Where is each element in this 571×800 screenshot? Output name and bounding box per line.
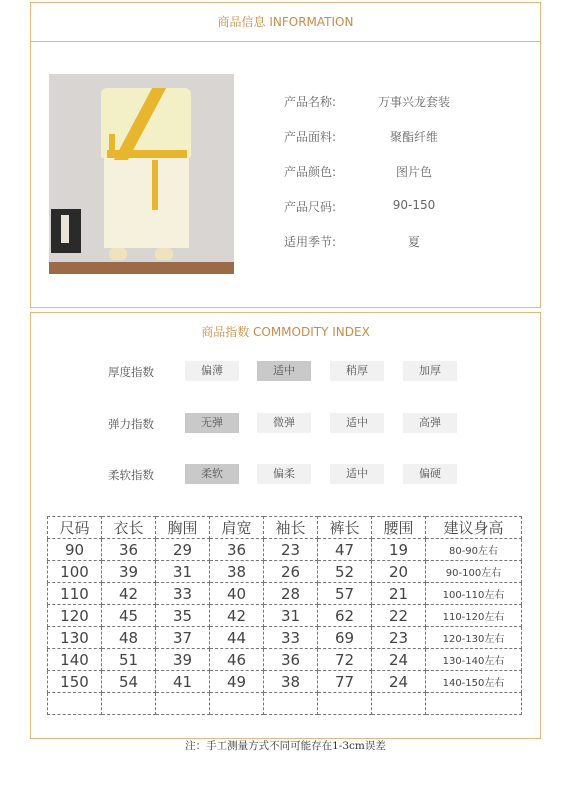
table-row xyxy=(48,561,522,583)
product-photo xyxy=(49,74,234,274)
table-cell: 130 xyxy=(48,627,102,649)
table-cell: 47 xyxy=(318,539,372,561)
column-header: 肩宽 xyxy=(210,517,264,539)
table-cell: 52 xyxy=(318,561,372,583)
measurement-note: 注：手工测量方式不同可能存在1-3cm误差 xyxy=(185,740,386,752)
table-cell: 31 xyxy=(264,605,318,627)
table-cell: 45 xyxy=(102,605,156,627)
book-prop-image xyxy=(51,209,81,253)
table-cell: 110 xyxy=(48,583,102,605)
table-cell: 54 xyxy=(102,671,156,693)
table-row xyxy=(48,649,522,671)
table-cell: 33 xyxy=(156,583,210,605)
table-cell: 39 xyxy=(156,649,210,671)
table-cell: 90-100左右 xyxy=(426,561,522,583)
table-cell: 42 xyxy=(210,605,264,627)
table-row xyxy=(48,539,522,561)
spec-value-fabric: 聚酯纤维 xyxy=(389,130,438,144)
table-cell: 77 xyxy=(318,671,372,693)
table-cell: 130-140左右 xyxy=(426,649,522,671)
garment-tie-image xyxy=(109,134,115,158)
table-cell: 140-150左右 xyxy=(426,671,522,693)
spec-value-season: 夏 xyxy=(407,235,420,249)
table-cell: 19 xyxy=(372,539,426,561)
table-cell: 80-90左右 xyxy=(426,539,522,561)
table-cell xyxy=(210,693,264,715)
table-cell xyxy=(264,693,318,715)
thickness-option: 加厚 xyxy=(403,361,457,381)
spec-label-name: 产品名称: xyxy=(284,95,337,109)
table-cell: 42 xyxy=(102,583,156,605)
spec-value-name: 万事兴龙套装 xyxy=(377,95,450,109)
table-cell: 110-120左右 xyxy=(426,605,522,627)
table-cell xyxy=(48,693,102,715)
spec-value-color: 图片色 xyxy=(395,165,432,179)
softness-option: 偏柔 xyxy=(257,464,311,484)
table-cell: 100 xyxy=(48,561,102,583)
table-cell: 38 xyxy=(210,561,264,583)
information-header: 商品信息 INFORMATION xyxy=(31,3,540,42)
table-row xyxy=(48,605,522,627)
elasticity-option: 适中 xyxy=(330,413,384,433)
thickness-index-label: 厚度指数 xyxy=(108,365,154,379)
table-cell: 150 xyxy=(48,671,102,693)
thickness-option-selected: 适中 xyxy=(257,361,311,381)
table-cell: 90 xyxy=(48,539,102,561)
elasticity-option-selected: 无弹 xyxy=(185,413,239,433)
softness-index-label: 柔软指数 xyxy=(108,468,154,482)
column-header: 胸围 xyxy=(156,517,210,539)
table-cell: 44 xyxy=(210,627,264,649)
table-cell: 23 xyxy=(372,627,426,649)
table-cell: 21 xyxy=(372,583,426,605)
column-header: 裤长 xyxy=(318,517,372,539)
table-cell: 69 xyxy=(318,627,372,649)
table-cell: 48 xyxy=(102,627,156,649)
thickness-option: 偏薄 xyxy=(185,361,239,381)
shoe-image xyxy=(109,248,127,260)
shoe-image xyxy=(155,248,173,260)
softness-option: 适中 xyxy=(330,464,384,484)
table-cell: 41 xyxy=(156,671,210,693)
table-cell: 28 xyxy=(264,583,318,605)
column-header: 衣长 xyxy=(102,517,156,539)
table-cell: 36 xyxy=(102,539,156,561)
table-cell: 38 xyxy=(264,671,318,693)
column-header: 建议身高 xyxy=(426,517,522,539)
table-cell: 140 xyxy=(48,649,102,671)
table-cell: 40 xyxy=(210,583,264,605)
floor-image xyxy=(49,262,234,274)
softness-option: 偏硬 xyxy=(403,464,457,484)
spec-label-size: 产品尺码: xyxy=(284,200,337,214)
table-cell: 39 xyxy=(102,561,156,583)
table-cell: 35 xyxy=(156,605,210,627)
table-cell: 23 xyxy=(264,539,318,561)
table-cell: 37 xyxy=(156,627,210,649)
table-cell xyxy=(318,693,372,715)
table-cell xyxy=(102,693,156,715)
table-cell: 36 xyxy=(264,649,318,671)
table-row-empty xyxy=(48,693,522,715)
table-cell: 20 xyxy=(372,561,426,583)
table-row xyxy=(48,627,522,649)
table-cell: 46 xyxy=(210,649,264,671)
table-row xyxy=(48,671,522,693)
table-cell: 57 xyxy=(318,583,372,605)
table-cell xyxy=(426,693,522,715)
table-cell: 120 xyxy=(48,605,102,627)
column-header: 袖长 xyxy=(264,517,318,539)
table-cell: 51 xyxy=(102,649,156,671)
size-chart-table xyxy=(47,516,522,715)
elasticity-index-label: 弹力指数 xyxy=(108,417,154,431)
table-cell: 29 xyxy=(156,539,210,561)
garment-skirt-image xyxy=(104,158,189,248)
table-cell: 31 xyxy=(156,561,210,583)
table-cell xyxy=(372,693,426,715)
table-header-row xyxy=(48,517,522,539)
commodity-index-header: 商品指数 COMMODITY INDEX xyxy=(201,325,370,339)
elasticity-option: 高弹 xyxy=(403,413,457,433)
table-cell: 49 xyxy=(210,671,264,693)
table-row xyxy=(48,583,522,605)
table-cell: 26 xyxy=(264,561,318,583)
table-cell: 22 xyxy=(372,605,426,627)
elasticity-option: 微弹 xyxy=(257,413,311,433)
table-cell: 36 xyxy=(210,539,264,561)
softness-option-selected: 柔软 xyxy=(185,464,239,484)
table-cell: 72 xyxy=(318,649,372,671)
spec-label-color: 产品颜色: xyxy=(284,165,337,179)
garment-tassel-image xyxy=(152,160,158,210)
spec-value-size: 90-150 xyxy=(392,198,436,212)
table-cell: 120-130左右 xyxy=(426,627,522,649)
table-cell: 100-110左右 xyxy=(426,583,522,605)
thickness-option: 稍厚 xyxy=(330,361,384,381)
table-cell: 24 xyxy=(372,671,426,693)
table-cell: 33 xyxy=(264,627,318,649)
spec-label-fabric: 产品面料: xyxy=(284,130,337,144)
garment-sash-image xyxy=(107,150,187,158)
column-header: 腰围 xyxy=(372,517,426,539)
column-header: 尺码 xyxy=(48,517,102,539)
table-cell xyxy=(156,693,210,715)
table-cell: 24 xyxy=(372,649,426,671)
table-cell: 62 xyxy=(318,605,372,627)
spec-label-season: 适用季节: xyxy=(284,235,337,249)
